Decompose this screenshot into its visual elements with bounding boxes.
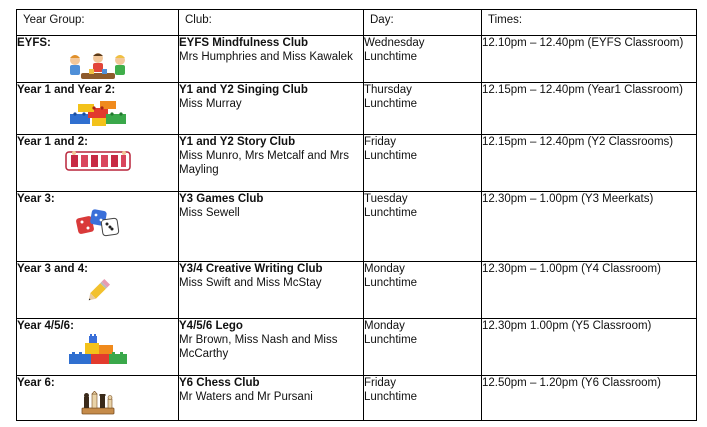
day-period: Lunchtime [364,51,418,63]
read-banner-icon [65,150,131,172]
club-cell [179,376,364,421]
year-group-cell [17,36,179,83]
day-period: Lunchtime [364,207,418,219]
year-group-cell [17,262,179,319]
day-cell [364,319,482,376]
year-group-label: Year 4/5/6: [17,320,74,332]
club-staff: Mr Waters and Mr Pursani [179,391,313,403]
club-schedule-table [16,9,697,421]
day-cell [364,83,482,135]
year-group-cell [17,376,179,421]
table-row [17,36,697,83]
times-cell: 12.30pm – 1.00pm (Y3 Meerkats) [482,192,697,262]
year-group-cell [17,319,179,376]
times-cell: 12.50pm – 1.20pm (Y6 Classroom) [482,376,697,421]
year-group-cell [17,192,179,262]
day-period: Lunchtime [364,277,418,289]
club-name: Y4/5/6 Lego [179,320,243,332]
club-name: Y1 and Y2 Story Club [179,136,296,148]
day-name: Friday [364,377,396,389]
table-row [17,262,697,319]
year-group-label: Year 3 and 4: [17,263,88,275]
year-group-label: Year 1 and 2: [17,136,88,148]
club-cell [179,36,364,83]
club-cell [179,192,364,262]
pencil-icon [83,277,113,305]
day-period: Lunchtime [364,334,418,346]
table-row [17,319,697,376]
club-name: Y6 Chess Club [179,377,260,389]
lego-bricks-icon [67,334,129,366]
building-bricks-icon [66,98,130,128]
children-playing-icon [63,51,133,81]
table-row [17,83,697,135]
club-staff: Miss Sewell [179,207,240,219]
club-cell [179,83,364,135]
club-cell [179,262,364,319]
table-row [17,376,697,421]
club-staff: Mr Brown, Miss Nash and Miss McCarthy [179,334,338,360]
club-name: Y3 Games Club [179,193,264,205]
club-staff: Miss Swift and Miss McStay [179,277,322,289]
year-group-cell [17,83,179,135]
club-cell [179,135,364,192]
year-group-cell [17,135,179,192]
club-name: Y1 and Y2 Singing Club [179,84,308,96]
day-cell [364,36,482,83]
times-cell: 12.15pm – 12.40pm (Year1 Classroom) [482,83,697,135]
club-name: EYFS Mindfulness Club [179,37,309,49]
dice-icon [74,207,122,237]
day-period: Lunchtime [364,150,418,162]
club-staff: Mrs Humphries and Miss Kawalek [179,51,353,63]
year-group-label: Year 3: [17,193,55,205]
chess-pieces-icon [74,391,122,415]
day-cell [364,262,482,319]
times-cell: 12.10pm – 12.40pm (EYFS Classroom) [482,36,697,83]
day-name: Wednesday [364,37,425,49]
table-row [17,192,697,262]
day-name: Monday [364,320,405,332]
day-name: Tuesday [364,193,408,205]
times-cell: 12.15pm – 12.40pm (Y2 Classrooms) [482,135,697,192]
header-year-group: Year Group: [17,10,179,36]
club-cell [179,319,364,376]
year-group-label: EYFS: [17,37,51,49]
year-group-label: Year 6: [17,377,55,389]
header-times: Times: [482,10,697,36]
club-name: Y3/4 Creative Writing Club [179,263,323,275]
header-row [17,10,697,36]
day-period: Lunchtime [364,98,418,110]
day-period: Lunchtime [364,391,418,403]
year-group-label: Year 1 and Year 2: [17,84,116,96]
day-cell [364,192,482,262]
day-name: Monday [364,263,405,275]
table-row [17,135,697,192]
times-cell: 12.30pm 1.00pm (Y5 Classroom) [482,319,697,376]
club-staff: Miss Munro, Mrs Metcalf and Mrs Mayling [179,150,349,176]
club-staff: Miss Murray [179,98,242,110]
header-day: Day: [364,10,482,36]
times-cell: 12.30pm – 1.00pm (Y4 Classroom) [482,262,697,319]
day-name: Thursday [364,84,412,96]
day-name: Friday [364,136,396,148]
day-cell [364,376,482,421]
header-club: Club: [179,10,364,36]
day-cell [364,135,482,192]
